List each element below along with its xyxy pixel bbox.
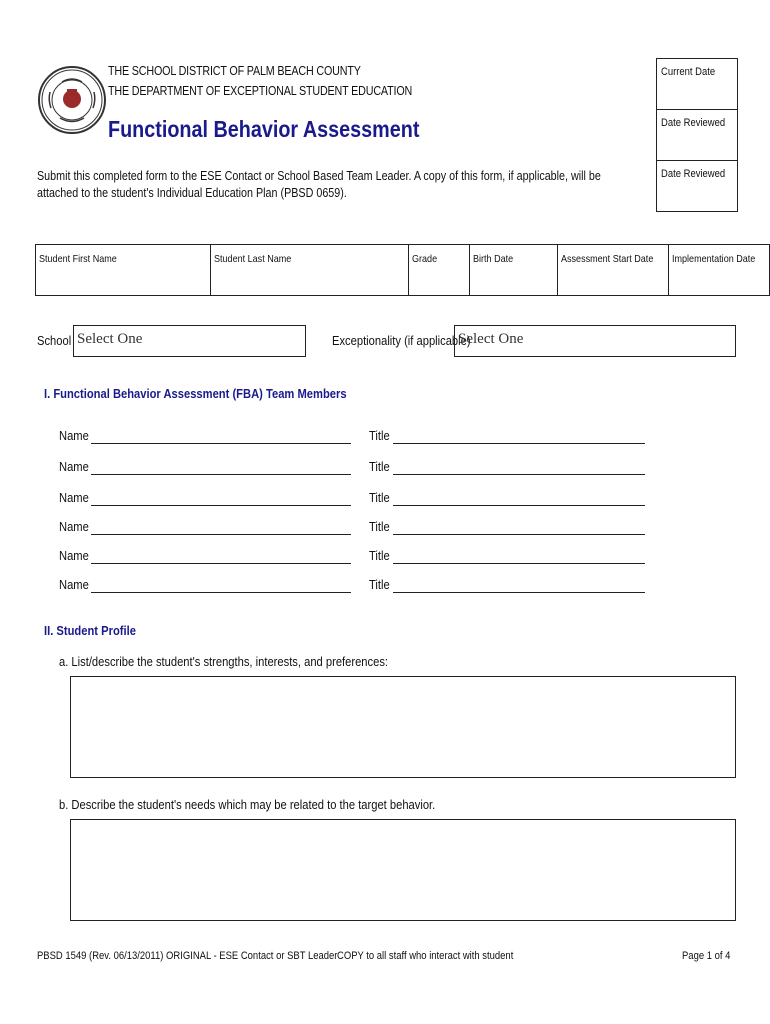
strengths-textarea[interactable]	[70, 676, 736, 778]
name-input[interactable]	[91, 592, 351, 593]
name-label: Name	[59, 459, 89, 474]
school-select[interactable]	[73, 325, 306, 357]
student-info-table	[35, 244, 770, 296]
date-reviewed-cell-2[interactable]	[657, 161, 737, 211]
section-2-heading: II. Student Profile	[44, 623, 136, 638]
page-title: Functional Behavior Assessment	[108, 116, 420, 142]
title-input[interactable]	[393, 505, 645, 506]
assessment-start-date-field[interactable]	[557, 245, 668, 296]
form-id: PBSD 1549 (Rev. 06/13/2011) ORIGINAL - ESE Contact or SBT Leader	[37, 950, 338, 962]
column-header: Student Last Name	[213, 253, 292, 265]
seal-graphic	[40, 68, 104, 132]
intro-text: Submit this completed form to the ESE Contact or School Based Team Leader. A copy of this form, if applicable, will be attached to the student's Individual Education Plan (PBSD 0659).	[37, 169, 601, 200]
district-seal-logo	[38, 66, 106, 134]
copy-instructions: COPY to all staff who interact with student	[337, 950, 514, 962]
title-label: Title	[369, 428, 390, 443]
title-input[interactable]	[393, 534, 645, 535]
student-last-name-field[interactable]	[210, 245, 408, 296]
column-header: Assessment Start Date	[560, 253, 654, 265]
department-name: THE DEPARTMENT OF EXCEPTIONAL STUDENT EDUCATION	[108, 84, 413, 98]
title-input[interactable]	[393, 563, 645, 564]
date-reviewed-label: Date Reviewed	[661, 168, 726, 180]
name-label: Name	[59, 577, 89, 592]
column-header: Implementation Date	[672, 253, 756, 265]
date-box	[656, 58, 738, 212]
name-label: Name	[59, 428, 89, 443]
school-select-value: Select One	[77, 331, 143, 347]
name-input[interactable]	[91, 505, 351, 506]
name-label: Name	[59, 548, 89, 563]
title-label: Title	[369, 519, 390, 534]
section-1-heading: I. Functional Behavior Assessment (FBA) Team Members	[44, 386, 347, 401]
date-reviewed-cell-1[interactable]	[657, 110, 737, 161]
title-input[interactable]	[393, 592, 645, 593]
column-header: Student First Name	[39, 253, 117, 265]
title-input[interactable]	[393, 474, 645, 475]
name-input[interactable]	[91, 443, 351, 444]
exceptionality-select-value: Select One	[458, 331, 524, 347]
grade-field[interactable]	[408, 245, 469, 296]
needs-prompt: b. Describe the student's needs which may be related to the target behavior.	[59, 797, 436, 812]
date-reviewed-label: Date Reviewed	[661, 117, 726, 129]
column-header: Grade	[411, 253, 437, 265]
name-label: Name	[59, 490, 89, 505]
title-label: Title	[369, 577, 390, 592]
exceptionality-label: Exceptionality (if applicable)	[332, 333, 471, 348]
strengths-prompt: a. List/describe the student's strengths, interests, and preferences:	[59, 654, 389, 669]
needs-textarea[interactable]	[70, 819, 736, 921]
district-name: THE SCHOOL DISTRICT OF PALM BEACH COUNTY	[108, 64, 361, 78]
school-label: School	[37, 333, 72, 348]
name-input[interactable]	[91, 474, 351, 475]
column-header: Birth Date	[472, 253, 513, 265]
title-input[interactable]	[393, 443, 645, 444]
birth-date-field[interactable]	[469, 245, 557, 296]
exceptionality-select[interactable]	[454, 325, 736, 357]
name-label: Name	[59, 519, 89, 534]
current-date-cell[interactable]	[657, 59, 737, 110]
name-input[interactable]	[91, 563, 351, 564]
title-label: Title	[369, 548, 390, 563]
title-label: Title	[369, 459, 390, 474]
student-first-name-field[interactable]	[36, 245, 211, 296]
page-number: Page 1 of 4	[682, 950, 731, 962]
current-date-label: Current Date	[661, 66, 716, 78]
name-input[interactable]	[91, 534, 351, 535]
title-label: Title	[369, 490, 390, 505]
implementation-date-field[interactable]	[669, 245, 770, 296]
